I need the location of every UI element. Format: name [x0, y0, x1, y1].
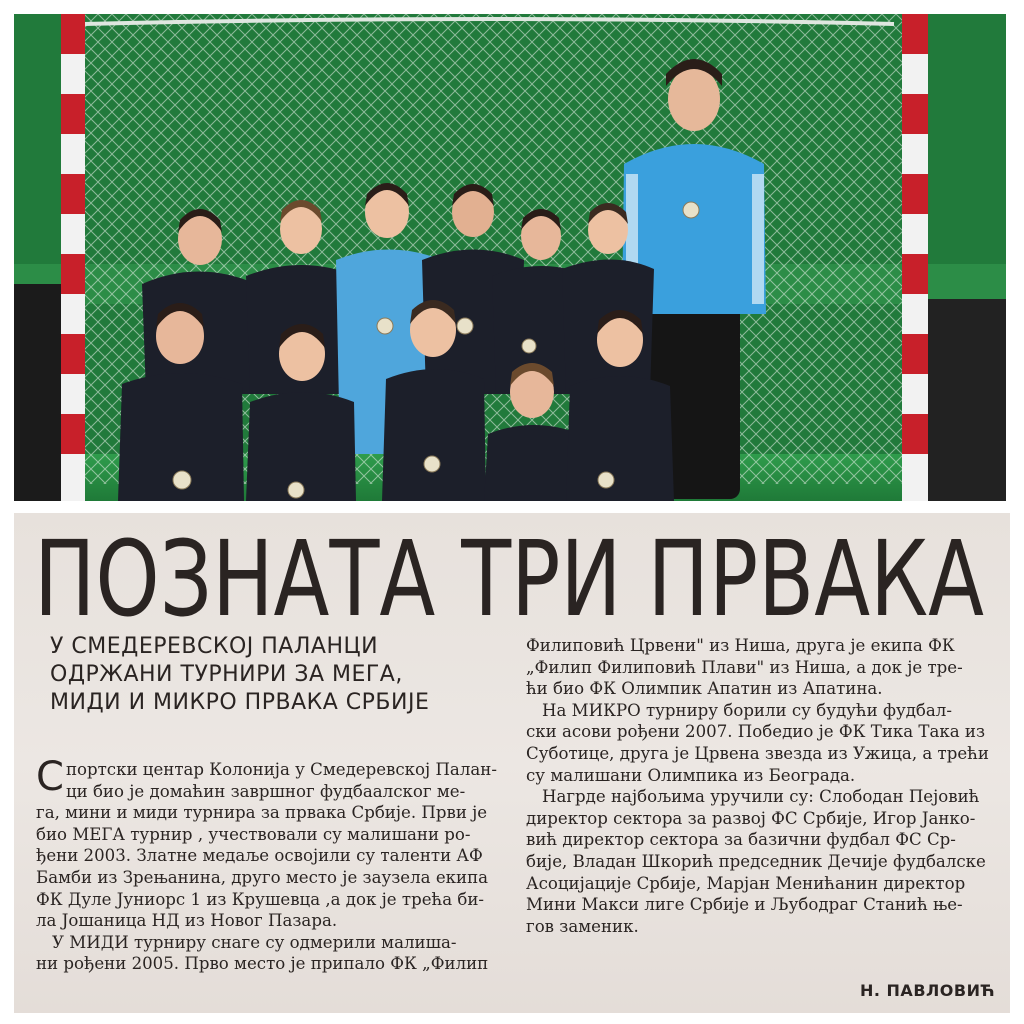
text-line: Нагрде најбољима уручили су: Слободан Пејовић [542, 787, 980, 807]
text-line: У МИДИ турниру снаге су одмерили малиша- [52, 932, 457, 952]
article-headline [28, 519, 998, 629]
text-line: Суботице, друга је Црвена звезда из Ужица, а трећи [526, 743, 989, 763]
text-line: гов заменик. [526, 916, 639, 936]
goal-post-left [61, 14, 85, 501]
author-byline: Н. ПАВЛОВИЋ [860, 981, 996, 1000]
text-line: ћи био ФК Олимпик Апатин из Апатина. [526, 679, 883, 699]
drop-cap: С [36, 754, 64, 800]
article-subhead [50, 633, 510, 717]
text-line: Мини Макси лиге Србије и Љубодраг Станић ње- [526, 895, 963, 915]
text-line: вић директор сектора за базични фудбал ФС Ср- [526, 830, 956, 850]
subhead-line: У СМЕДЕРЕВСКОЈ ПАЛАНЦИ [50, 634, 379, 659]
team-photo-illustration [14, 14, 1006, 501]
subhead-line: ОДРЖАНИ ТУРНИРИ ЗА МЕГА, [50, 662, 403, 687]
headline-text: ПОЗНАТА ТРИ ПРВАКА [34, 519, 984, 629]
team-photo [14, 14, 1006, 501]
newspaper-clipping [14, 513, 1010, 1013]
text-line: бије, Владан Шкорић председник Дечије фудбалске [526, 851, 986, 871]
article-column-left [36, 754, 522, 975]
text-line: Асоцијације Србије, Марјан Менићанин директор [526, 873, 966, 893]
goal-post-right [902, 14, 928, 501]
text-line: ци био је домаћин завршног фудбаалског ме- [65, 781, 466, 801]
text-line: портски центар Колонија у Смедеревској Палан- [65, 760, 497, 779]
subhead-line: МИДИ И МИКРО ПРВАКА СРБИЈЕ [50, 690, 430, 715]
text-line: ла Јошаница НД из Новог Пазара. [36, 911, 338, 931]
text-line: Бамби из Зрењанина, друго место је заузела екипа [36, 867, 489, 887]
text-line: био МЕГА турнир , учествовали су малишани ро- [36, 824, 471, 844]
text-line: ФК Дуле Јуниорс 1 из Крушевца ,а док је трећа би- [36, 889, 485, 909]
text-line: су малишани Олимпика из Београда. [526, 765, 856, 785]
article-column-right [526, 635, 998, 937]
text-line: ски асови рођени 2007. Победио је ФК Тика Така из [526, 722, 986, 742]
text-line: ни рођени 2005. Прво место је припало ФК „Филип [36, 954, 489, 974]
text-line: На МИКРО турниру борили су будући фудбал- [542, 700, 952, 720]
text-line: Филиповић Црвени" из Ниша, друга је екипа ФК [526, 636, 955, 655]
text-line: директор сектора за развој ФС Србије, Игор Јанко- [526, 808, 976, 828]
text-line: „Филип Филиповић Плави" из Ниша, а док је тре- [526, 657, 963, 677]
text-line: га, мини и миди турнира за првака Србије. Први је [36, 803, 488, 823]
text-line: ђени 2003. Златне медаље освојили су таленти АФ [36, 846, 483, 866]
